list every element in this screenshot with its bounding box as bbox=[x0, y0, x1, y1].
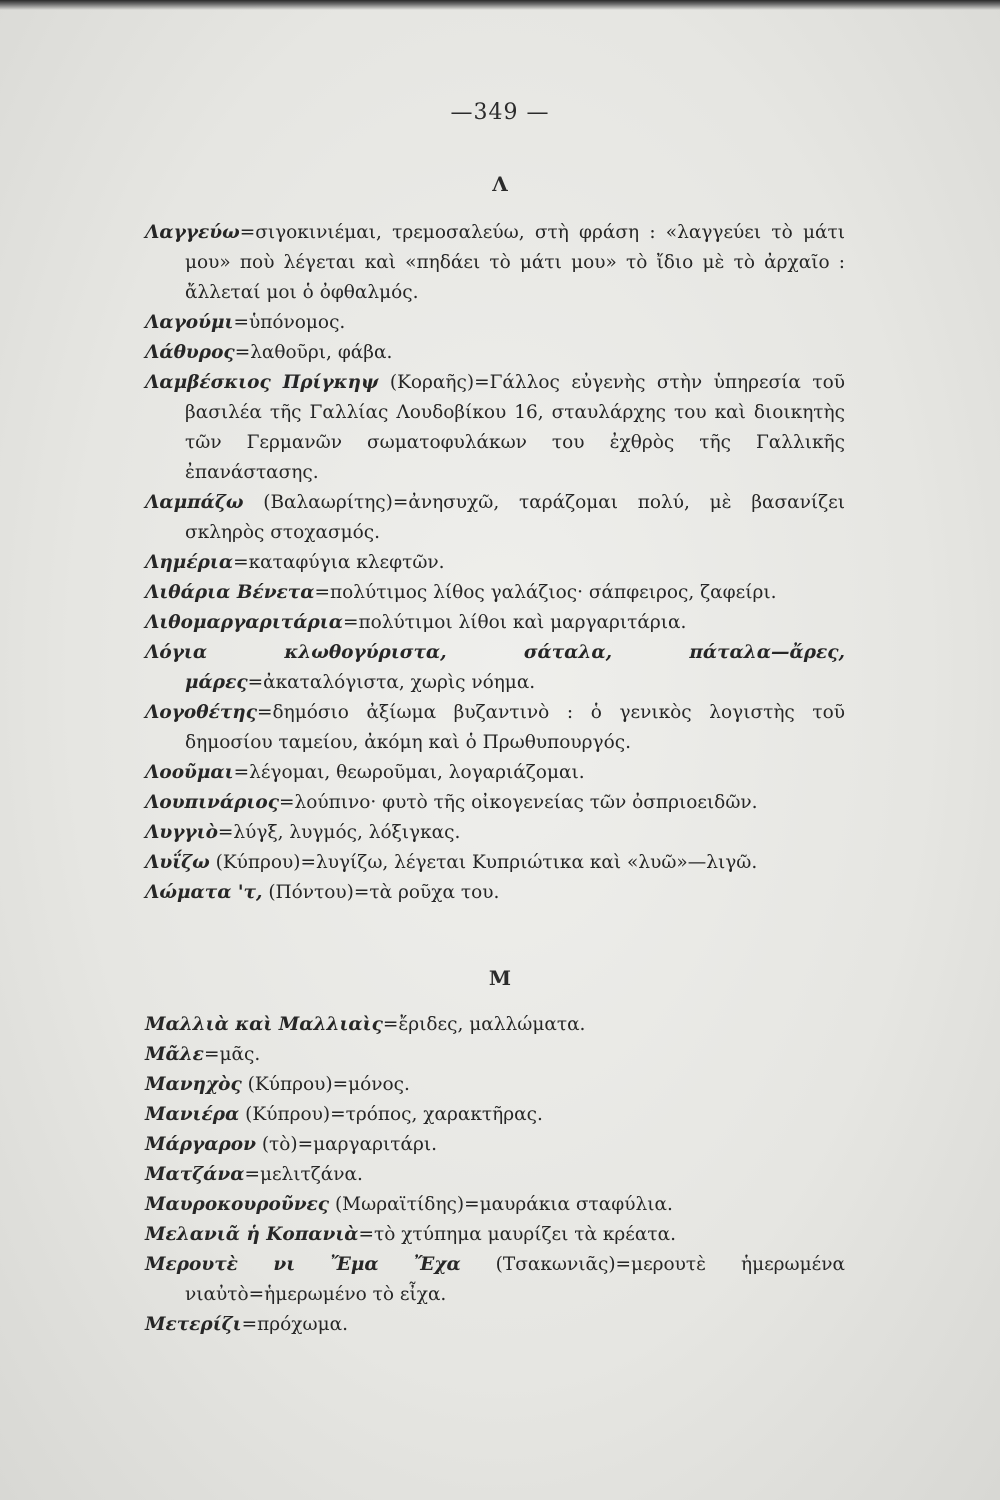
entry-definition: (τὸ)=μαργαριτάρι. bbox=[255, 1134, 437, 1155]
glossary-entry bbox=[145, 788, 845, 818]
entry-definition: =λέγομαι, θεωροῦμαι, λογαριάζομαι. bbox=[233, 762, 585, 783]
glossary-entry bbox=[145, 638, 845, 698]
entry-headword: Λαγούμι bbox=[145, 312, 234, 333]
entry-definition: =πολύτιμοι λίθοι καὶ μαργαριτάρια. bbox=[342, 612, 687, 633]
glossary-entry bbox=[145, 1070, 845, 1100]
entry-headword: Λιθομαργαριτάρια bbox=[145, 612, 343, 633]
entry-definition: =σιγοκινιέμαι, τρεμοσαλεύω, στὴ φράση : «λαγγεύει τὸ μάτι μου» ποὺ λέγεται καὶ «πηδάει τὸ μάτι μου» τὸ ἴδιο μὲ τὸ ἀρχαῖο : ἄλλεταί μοι ὁ ὀφθαλμός. bbox=[185, 222, 845, 303]
glossary-entry bbox=[145, 578, 845, 608]
glossary-entry bbox=[145, 1130, 845, 1160]
scan-top-edge bbox=[0, 0, 1000, 10]
glossary-entry bbox=[145, 848, 845, 878]
entry-definition: =λούπινο· φυτὸ τῆς οἰκογενείας τῶν ὀσπριοειδῶν. bbox=[278, 792, 758, 813]
entry-headword: Λουπινάριος bbox=[145, 792, 279, 813]
entry-definition: =ἔριδες, μαλλώματα. bbox=[382, 1014, 586, 1035]
entry-headword: Λώματα 'τ, bbox=[145, 882, 263, 903]
entry-headword: Μαλλιὰ καὶ Μαλλιαὶς bbox=[145, 1014, 383, 1035]
entries-lambda bbox=[145, 218, 845, 908]
entries-mu bbox=[145, 1010, 845, 1340]
entry-headword: Λυγγιὸ bbox=[145, 822, 218, 843]
entry-headword: Λημέρια bbox=[145, 552, 234, 573]
entry-headword: Λοοῦμαι bbox=[145, 762, 234, 783]
entry-definition: =πρόχωμα. bbox=[241, 1314, 348, 1335]
glossary-entry bbox=[145, 368, 845, 488]
section-letter-mu: Μ bbox=[488, 966, 512, 990]
entry-definition: =καταφύγια κλεφτῶν. bbox=[233, 552, 445, 573]
entry-headword: Λόγια κλωθογύριστα, σάταλα, πάταλα—ἄρες, μάρες bbox=[145, 642, 845, 693]
glossary-entry bbox=[145, 218, 845, 308]
glossary-entry bbox=[145, 1220, 845, 1250]
glossary-entry bbox=[145, 1040, 845, 1070]
entry-definition: (Μωραϊτίδης)=μαυράκια σταφύλια. bbox=[329, 1194, 673, 1215]
entry-definition: =λαθοῦρι, φάβα. bbox=[234, 342, 393, 363]
entry-headword: Μελανιᾶ ἡ Κοπανιὰ bbox=[145, 1224, 359, 1245]
entry-definition: (Κύπρου)=τρόπος, χαρακτῆρας. bbox=[239, 1104, 543, 1125]
entry-headword: Ματζάνα bbox=[145, 1164, 245, 1185]
entry-headword: Μερουτὲ νι Ἔμα Ἔχα bbox=[145, 1254, 461, 1275]
entry-definition: =πολύτιμος λίθος γαλάζιος· σάπφειρος, ζαφείρι. bbox=[314, 582, 777, 603]
entry-headword: Μαυροκουροῦνες bbox=[145, 1194, 330, 1215]
entry-definition: =λύγξ, λυγμός, λόξιγκας. bbox=[217, 822, 461, 843]
glossary-entry bbox=[145, 308, 845, 338]
glossary-entry bbox=[145, 818, 845, 848]
entry-definition: (Κύπρου)=μόνος. bbox=[241, 1074, 410, 1095]
entry-headword: Λάθυρος bbox=[145, 342, 235, 363]
page-number: —349 — bbox=[450, 100, 550, 125]
entry-headword: Λιθάρια Βένετα bbox=[145, 582, 315, 603]
glossary-entry bbox=[145, 1190, 845, 1220]
entry-headword: Λαμβέσκιος Πρίγκηψ bbox=[145, 372, 379, 393]
entry-headword: Λογοθέτης bbox=[145, 702, 257, 723]
entry-definition: =ἀκαταλόγιστα, χωρὶς νόημα. bbox=[247, 672, 536, 693]
glossary-entry bbox=[145, 698, 845, 758]
glossary-entry bbox=[145, 488, 845, 548]
entry-headword: Μᾶλε bbox=[145, 1044, 204, 1065]
entry-definition: =δημόσιο ἀξίωμα βυζαντινὸ : ὁ γενικὸς λογιστὴς τοῦ δημοσίου ταμείου, ἀκόμη καὶ ὁ Πρωθυπουργός. bbox=[185, 702, 845, 753]
glossary-entry bbox=[145, 1310, 845, 1340]
entry-definition: =τὸ χτύπημα μαυρίζει τὰ κρέατα. bbox=[358, 1224, 676, 1245]
entry-definition: =μελιτζάνα. bbox=[244, 1164, 363, 1185]
glossary-entry bbox=[145, 1250, 845, 1310]
entry-definition: (Κοραῆς)=Γάλλος εὐγενὴς στὴν ὑπηρεσία τοῦ βασιλέα τῆς Γαλλίας Λουδοβίκου 16, σταυλάρχης του καὶ διοικητὴς τῶν Γερμανῶν σωματοφυλάκων του ἐχθρὸς τῆς Γαλλικῆς ἐπανάστασης. bbox=[185, 372, 845, 483]
entry-headword: Μανιέρα bbox=[145, 1104, 240, 1125]
section-letter-lambda: Λ bbox=[492, 172, 508, 196]
entry-definition: (Βαλαωρίτης)=ἀνησυχῶ, ταράζομαι πολύ, μὲ βασανίζει σκληρὸς στοχασμός. bbox=[185, 492, 845, 543]
entry-headword: Μανηχὸς bbox=[145, 1074, 242, 1095]
entry-definition: =μᾶς. bbox=[203, 1044, 261, 1065]
entry-definition: =ὑπόνομος. bbox=[233, 312, 346, 333]
glossary-entry bbox=[145, 1100, 845, 1130]
entry-headword: Λαγγεύω bbox=[145, 222, 240, 243]
glossary-entry bbox=[145, 338, 845, 368]
glossary-entry bbox=[145, 548, 845, 578]
glossary-entry bbox=[145, 758, 845, 788]
glossary-entry bbox=[145, 1160, 845, 1190]
entry-definition: (Τσακωνιᾶς)=μερουτὲ ἡμερωμένα νιαὐτὸ=ἡμερωμένο τὸ εἶχα. bbox=[185, 1254, 845, 1305]
entry-headword: Λαμπάζω bbox=[145, 492, 244, 513]
glossary-entry bbox=[145, 1010, 845, 1040]
entry-headword: Μετερίζι bbox=[145, 1314, 242, 1335]
entry-headword: Μάργαρον bbox=[145, 1134, 256, 1155]
glossary-entry bbox=[145, 608, 845, 638]
entry-definition: (Πόντου)=τὰ ροῦχα του. bbox=[262, 882, 500, 903]
glossary-entry bbox=[145, 878, 845, 908]
entry-definition: (Κύπρου)=λυγίζω, λέγεται Κυπριώτικα καὶ «λυῶ»—λιγῶ. bbox=[209, 852, 758, 873]
entry-headword: Λυΐζω bbox=[145, 852, 210, 873]
